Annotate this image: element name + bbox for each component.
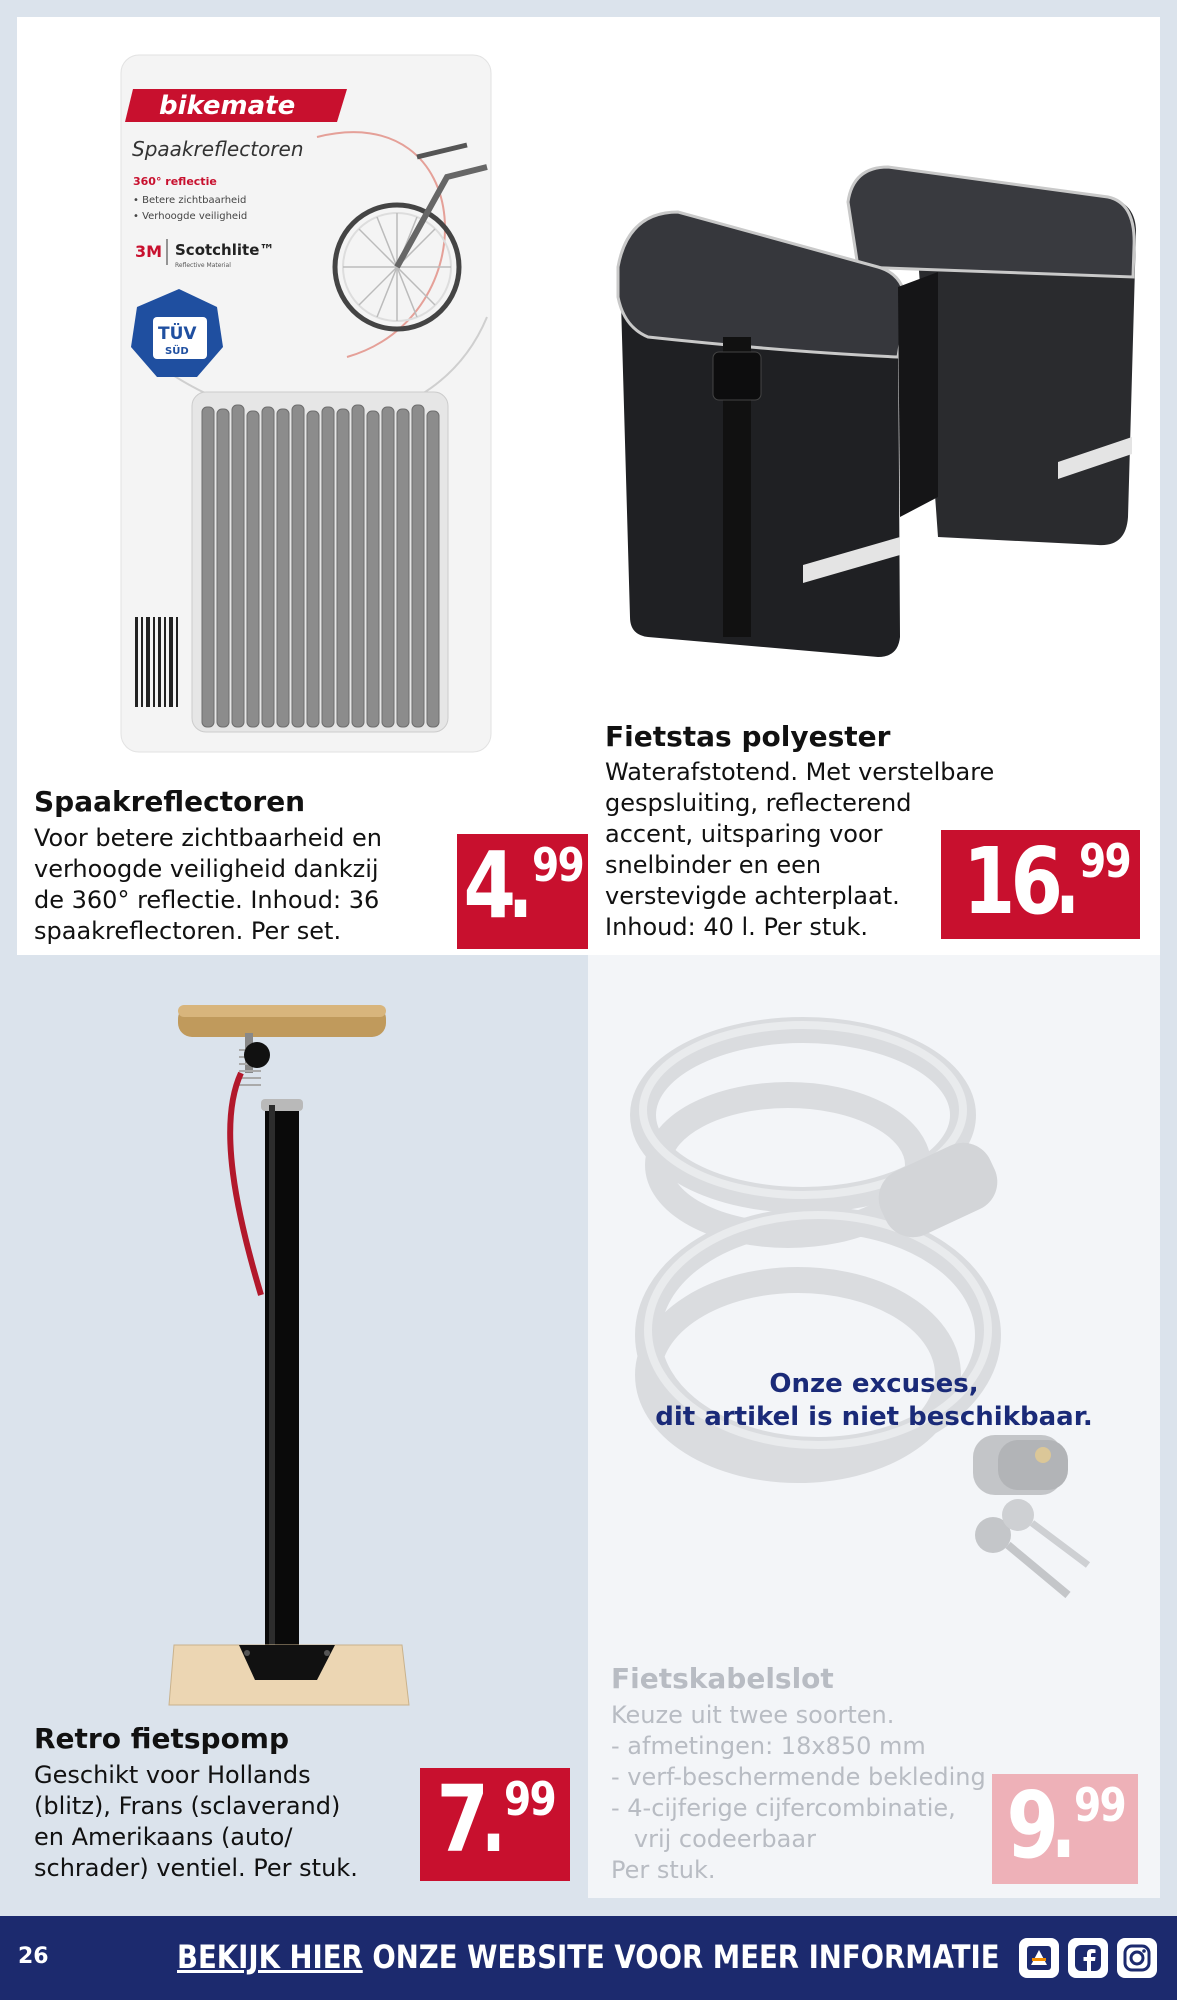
bicycle-pump-image bbox=[17, 955, 588, 1715]
cert-sub-text: SÜD bbox=[165, 346, 189, 357]
product-description bbox=[34, 823, 382, 947]
price-euros: 16 bbox=[962, 828, 1059, 935]
product-title: Fietskabelslot bbox=[611, 1662, 834, 1695]
3m-logo-text: 3M bbox=[135, 242, 163, 261]
description-line: Keuze uit twee soorten. bbox=[611, 1701, 895, 1729]
footer-message-text: ONZE WEBSITE VOOR MEER INFORMATIE bbox=[362, 1938, 1000, 1976]
description-line: - verf-beschermende bekleding bbox=[611, 1763, 986, 1791]
unavailable-notice bbox=[588, 1368, 1160, 1434]
bicycle-bag-image bbox=[588, 17, 1160, 717]
unavailable-notice-line: dit artikel is niet beschikbaar. bbox=[655, 1402, 1093, 1432]
price-tag: 16 . 99 bbox=[941, 830, 1140, 939]
price-tag: 9 . 99 bbox=[992, 1774, 1138, 1884]
price-cents: 99 bbox=[531, 838, 583, 892]
package-feature-2: • Verhoogde veiligheid bbox=[133, 211, 248, 222]
scotchlite-text: Scotchlite™ bbox=[175, 241, 275, 259]
product-card-fietstas bbox=[588, 17, 1160, 955]
price-cents: 99 bbox=[1074, 1778, 1126, 1832]
scotchlite-sub-text: Reflective Material bbox=[175, 262, 231, 269]
product-title: Spaakreflectoren bbox=[34, 785, 306, 818]
description-line: - 4-cijferige cijfercombinatie, bbox=[611, 1794, 956, 1822]
page-number: 26 bbox=[18, 1944, 49, 1969]
cert-text: TÜV bbox=[158, 324, 197, 344]
price-cents: 99 bbox=[1078, 834, 1130, 888]
price-euros: 7 bbox=[435, 1766, 484, 1873]
cable-lock-image bbox=[588, 955, 1160, 1655]
product-card-fietspomp bbox=[17, 955, 588, 1898]
unavailable-notice-line: Onze excuses, bbox=[769, 1369, 979, 1399]
description-line: Geschikt voor Hollands bbox=[34, 1761, 311, 1789]
footer-message bbox=[177, 1938, 1000, 1976]
description-line: Inhoud: 40 l. Per stuk. bbox=[605, 913, 868, 941]
price-euros: 9 bbox=[1005, 1772, 1054, 1879]
price-euros: 4 bbox=[463, 832, 512, 939]
package-name: Spaakreflectoren bbox=[132, 137, 304, 161]
description-line: spaakreflectoren. Per set. bbox=[34, 917, 342, 945]
product-card-spaakreflectoren bbox=[17, 17, 588, 955]
instagram-icon[interactable] bbox=[1117, 1938, 1157, 1978]
product-description bbox=[605, 757, 994, 943]
description-line: gespsluiting, reflecterend bbox=[605, 789, 912, 817]
description-line: vrij codeerbaar bbox=[611, 1825, 816, 1853]
price-cents: 99 bbox=[504, 1772, 556, 1826]
description-line: accent, uitsparing voor bbox=[605, 820, 883, 848]
product-description bbox=[34, 1760, 358, 1884]
description-line: (blitz), Frans (sclaverand) bbox=[34, 1792, 341, 1820]
brand-logo-text: bikemate bbox=[159, 91, 296, 121]
description-line: snelbinder en een bbox=[605, 851, 822, 879]
product-title: Retro fietspomp bbox=[34, 1722, 290, 1755]
description-line: - afmetingen: 18x850 mm bbox=[611, 1732, 926, 1760]
package-feature-title: 360° reflectie bbox=[133, 175, 217, 188]
description-line: Waterafstotend. Met verstelbare bbox=[605, 758, 995, 786]
product-card-fietskabelslot bbox=[588, 955, 1160, 1898]
description-line: Per stuk. bbox=[611, 1856, 716, 1884]
description-line: verhoogde veiligheid dankzij bbox=[34, 855, 379, 883]
product-description bbox=[611, 1700, 986, 1886]
price-tag: 4 . 99 bbox=[457, 834, 588, 949]
footer-bar bbox=[0, 1916, 1177, 2000]
description-line: de 360° reflectie. Inhoud: 36 bbox=[34, 886, 380, 914]
website-link[interactable]: BEKIJK HIER bbox=[177, 1938, 363, 1976]
package-feature-1: • Betere zichtbaarheid bbox=[133, 195, 247, 206]
price-tag: 7 . 99 bbox=[420, 1768, 570, 1881]
aldi-logo-icon[interactable] bbox=[1019, 1938, 1059, 1978]
spoke-reflector-package-image bbox=[17, 17, 588, 757]
description-line: en Amerikaans (auto/ bbox=[34, 1823, 293, 1851]
description-line: Voor betere zichtbaarheid en bbox=[34, 824, 382, 852]
description-line: schrader) ventiel. Per stuk. bbox=[34, 1854, 358, 1882]
product-title: Fietstas polyester bbox=[605, 720, 891, 753]
facebook-icon[interactable] bbox=[1068, 1938, 1108, 1978]
description-line: verstevigde achterplaat. bbox=[605, 882, 900, 910]
